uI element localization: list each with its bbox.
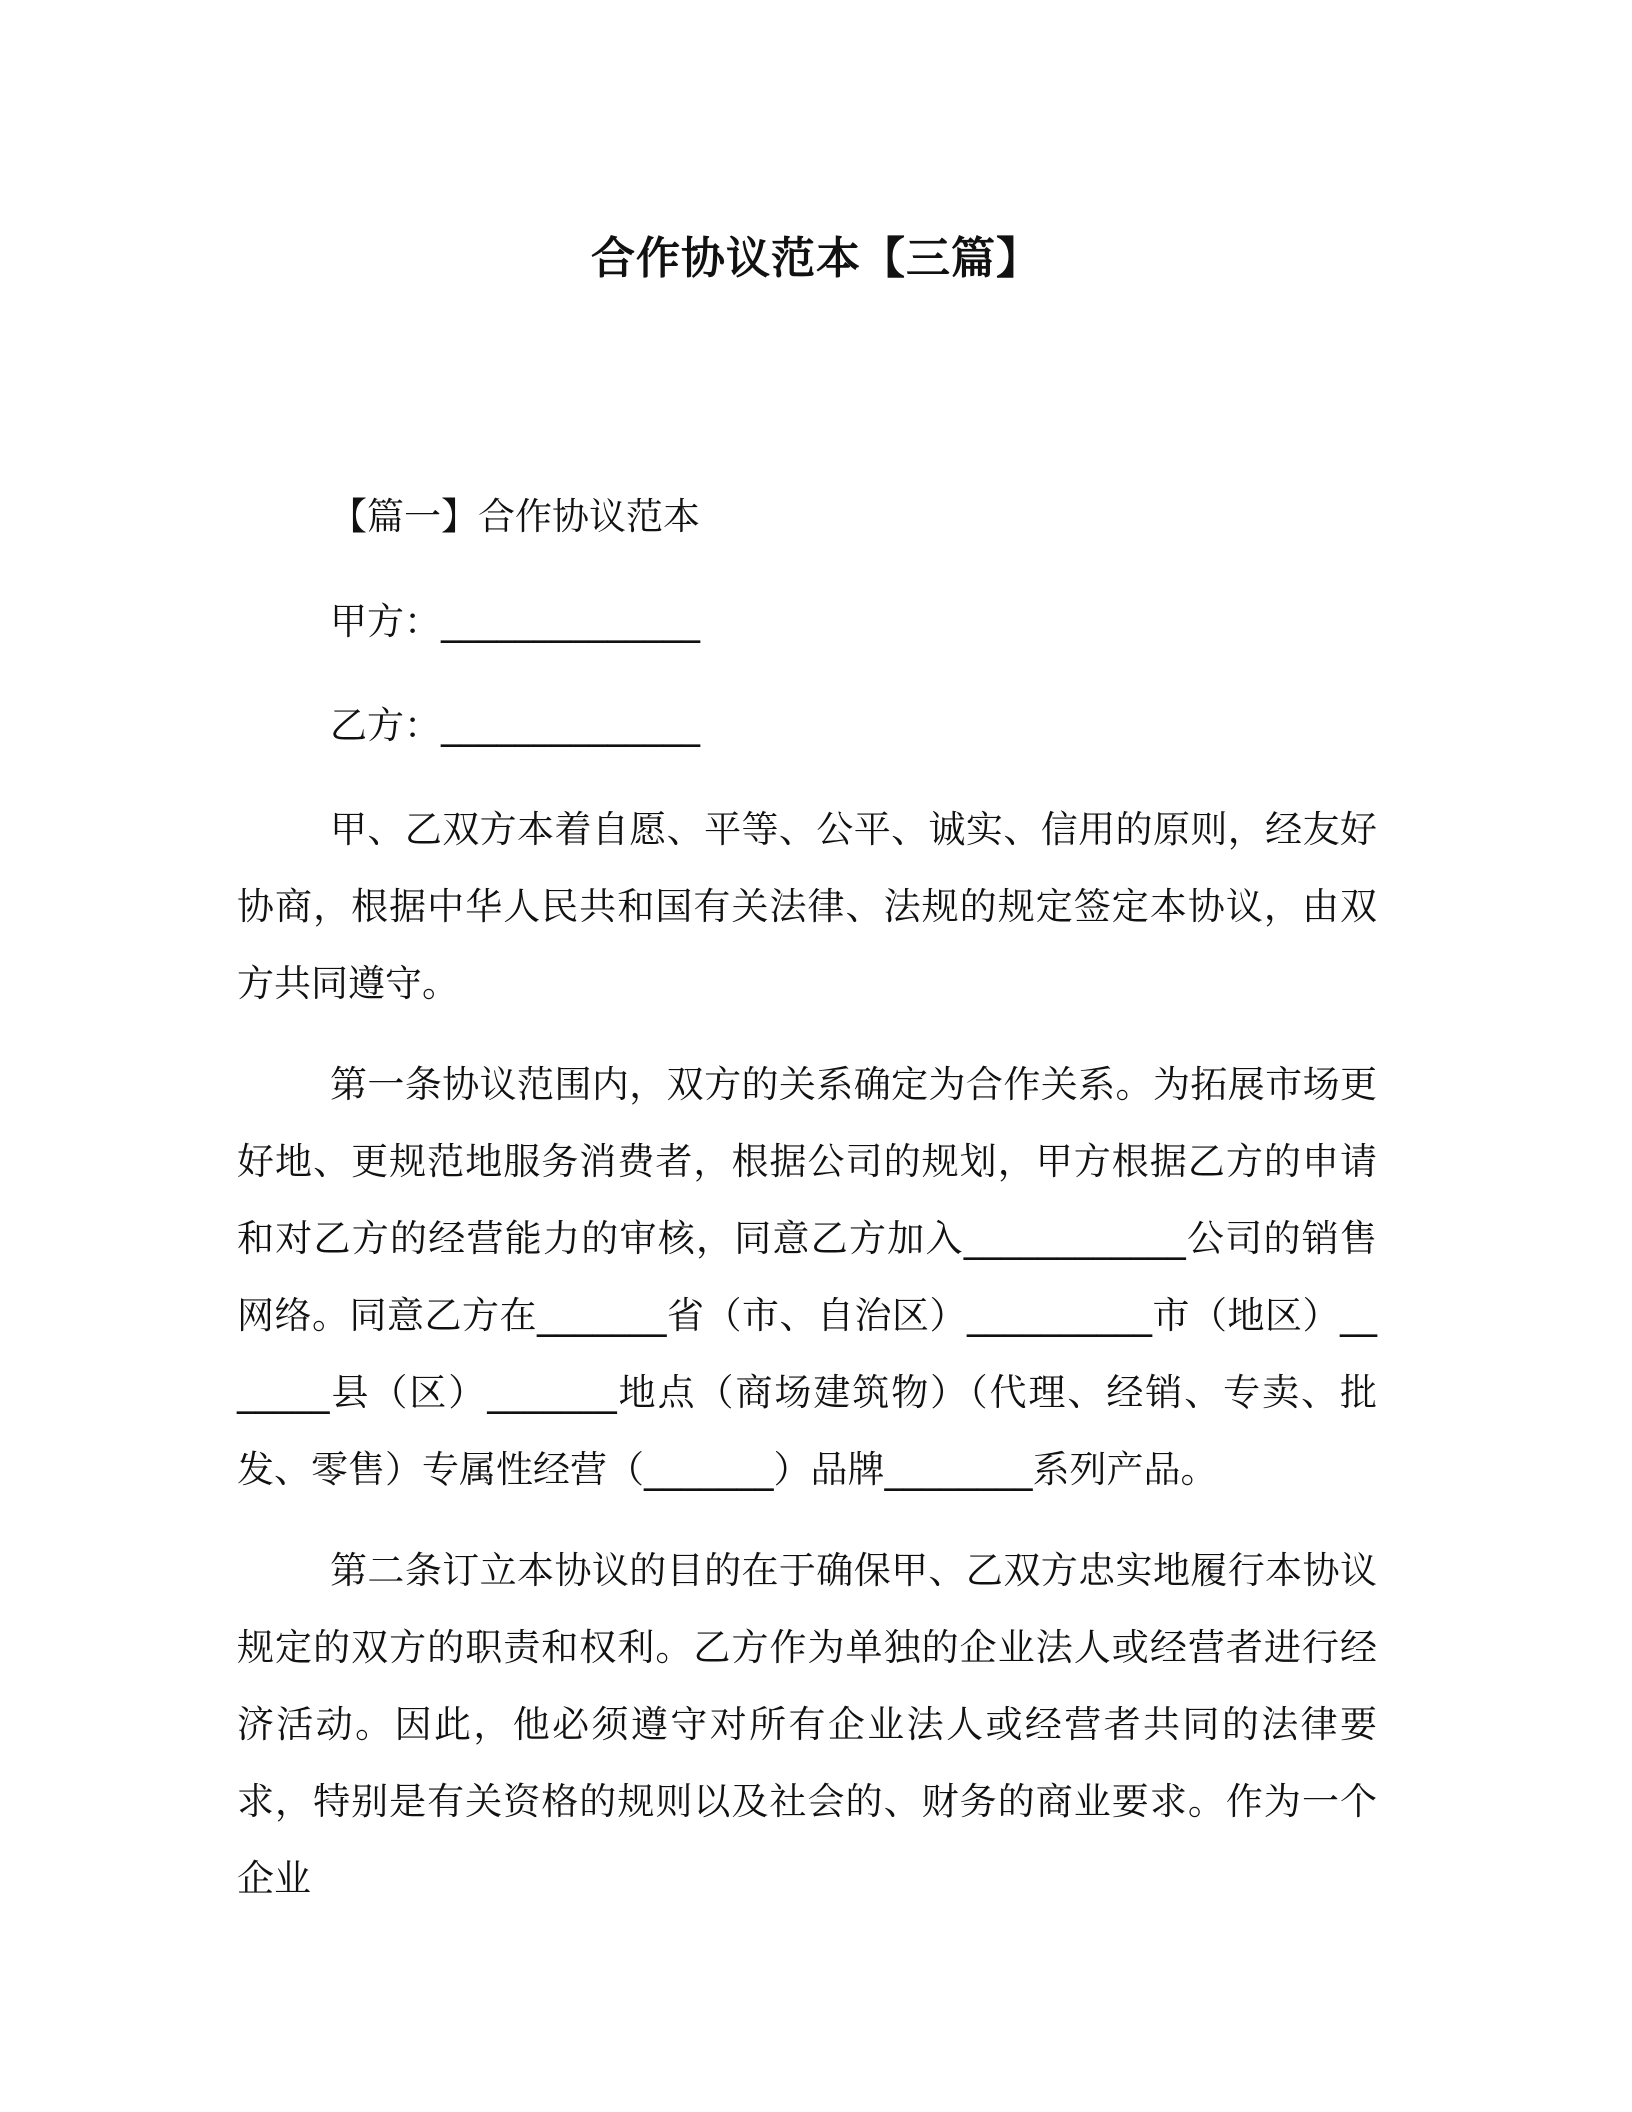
party-a-line: 甲方：______________ [330, 600, 700, 643]
party-b-line: 乙方：______________ [330, 704, 700, 747]
section-heading: 【篇一】合作协议范本 [330, 495, 700, 538]
document-title: 合作协议范本【三篇】 [591, 233, 1041, 284]
paragraph-article-1: 第一条协议范围内，双方的关系确定为合作关系。为拓展市场更好地、更规范地服务消费者，根据公司的规划，甲方根据乙方的申请和对乙方的经营能力的审核，同意乙方加入____________公司的销售网络。同意乙方在_______省（市、自治区）__________市（地区）_______县（区）_______地点（商场建筑物）（代理、经销、专卖、批发、零售）专属性经营（_______）品牌________系列产品。 [237, 1063, 1377, 1491]
paragraph-article-2: 第二条订立本协议的目的在于确保甲、乙双方忠实地履行本协议规定的双方的职责和权利。乙方作为单独的企业法人或经营者进行经济活动。因此，他必须遵守对所有企业法人或经营者共同的法律要求，特别是有关资格的规则以及社会的、财务的商业要求。作为一个企业 [237, 1549, 1377, 1900]
paragraph-preamble: 甲、乙双方本着自愿、平等、公平、诚实、信用的原则，经友好协商，根据中华人民共和国有关法律、法规的规定签定本协议，由双方共同遵守。 [237, 808, 1377, 1005]
